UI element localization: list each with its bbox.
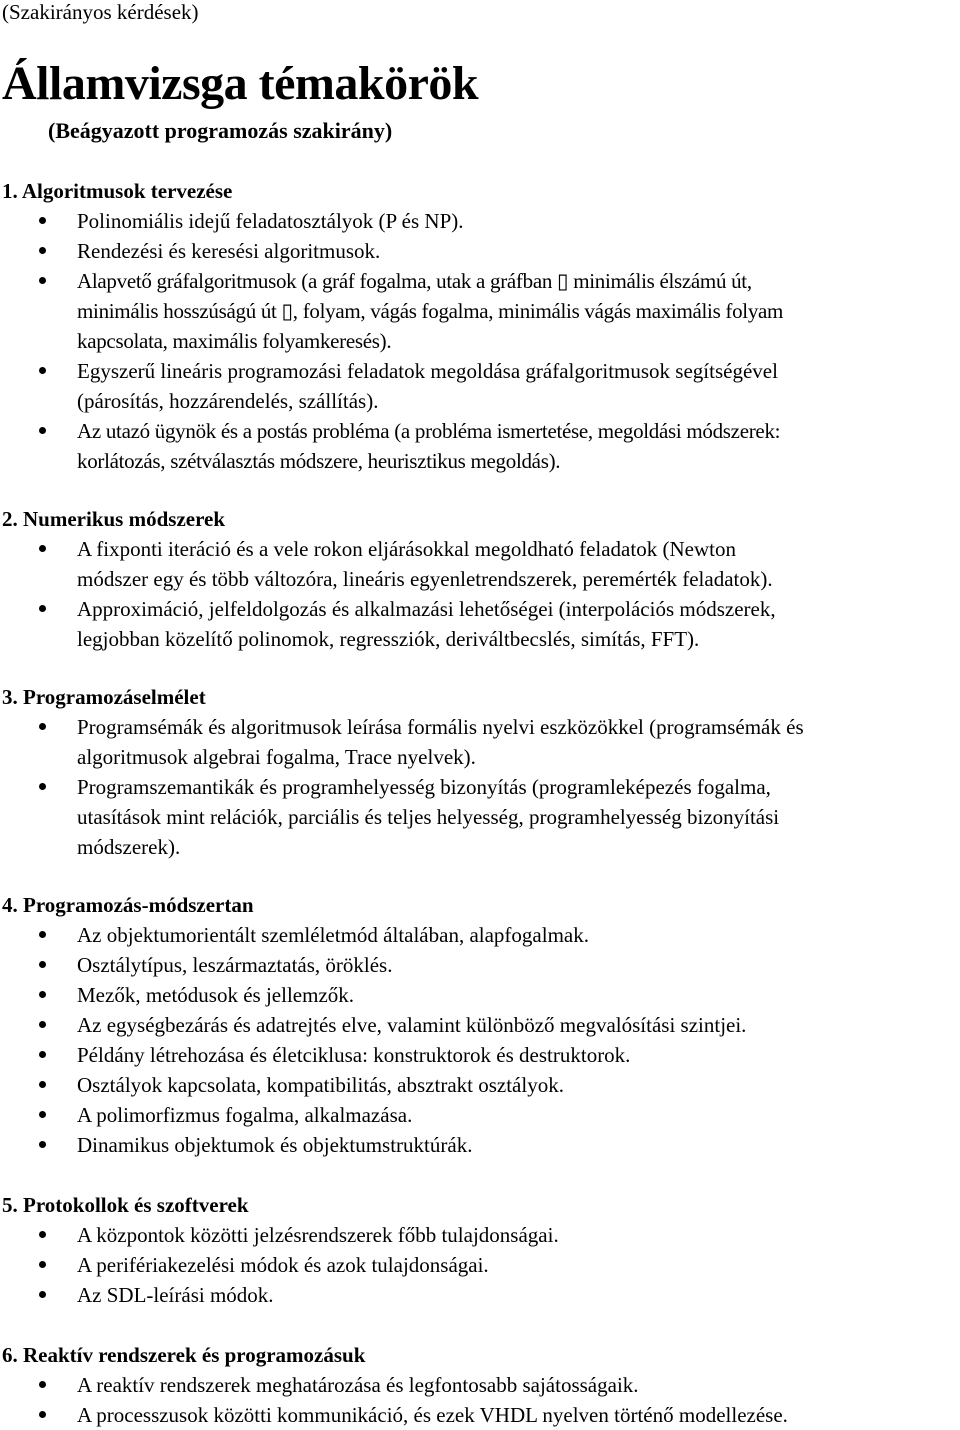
bullet-icon — [39, 277, 46, 284]
list-item — [0, 236, 960, 266]
bullet-icon — [39, 1081, 46, 1088]
list-item-text: Az SDL-leírási módok. — [77, 1283, 274, 1307]
list-item — [0, 416, 960, 476]
bullet-icon — [39, 1291, 46, 1298]
list-item-text: Alapvető gráfalgoritmusok (a gráf fogalma, utak a gráfban ▯ minimális élszámú út, minimális hosszúságú út ▯, folyam, vágás fogalma, minimális vágás maximális folyam kapcsolata, maximális folyamkeresés). — [77, 269, 784, 353]
bullet-icon — [39, 1411, 46, 1418]
list-item — [0, 266, 960, 356]
list-item-text: Programsémák és algoritmusok leírása formális nyelvi eszközökkel (programsémák és algoritmusok algebrai fogalma, Trace nyelvek). — [77, 715, 804, 769]
bullet-icon — [39, 1111, 46, 1118]
list-item-text: Osztályok kapcsolata, kompatibilitás, absztrakt osztályok. — [77, 1073, 564, 1097]
bullet-icon — [39, 247, 46, 254]
bullet-icon — [39, 605, 46, 612]
bullet-icon — [39, 217, 46, 224]
section-heading: 1. Algoritmusok tervezése — [2, 179, 233, 203]
list-item — [0, 950, 960, 980]
list-item-text: Polinomiális idejű feladatosztályok (P és NP). — [77, 209, 464, 233]
list-item — [0, 920, 960, 950]
bullet-icon — [39, 1021, 46, 1028]
list-item — [0, 1220, 960, 1250]
list-item — [0, 712, 960, 772]
section-heading: 2. Numerikus módszerek — [2, 507, 226, 531]
page-title: Államvizsga témakörök — [2, 57, 479, 110]
bullet-icon — [39, 1261, 46, 1268]
list-item-text: Programszemantikák és programhelyesség bizonyítás (programleképezés fogalma, utasítások mint relációk, parciális és teljes helyesség, programhelyesség bizonyítási módszerek). — [77, 775, 780, 859]
section-heading: 5. Protokollok és szoftverek — [2, 1193, 249, 1217]
topic-list — [0, 712, 960, 862]
topic-list — [0, 1220, 960, 1310]
bullet-icon — [39, 1381, 46, 1388]
list-item-text: Példány létrehozása és életciklusa: konstruktorok és destruktorok. — [77, 1043, 631, 1067]
list-item-text: Az egységbezárás és adatrejtés elve, valamint különböző megvalósítási szintjei. — [77, 1013, 747, 1037]
subject-type-label: (Szakirányos kérdések) — [2, 0, 199, 24]
list-item-text: A reaktív rendszerek meghatározása és legfontosabb sajátosságaik. — [77, 1373, 639, 1397]
bullet-icon — [39, 723, 46, 730]
bullet-icon — [39, 1051, 46, 1058]
list-item-text: Az utazó ügynök és a postás probléma (a probléma ismertetése, megoldási módszerek: korlátozás, szétválasztás módszere, heurisztikus megoldás). — [77, 419, 781, 473]
list-item-text: Rendezési és keresési algoritmusok. — [77, 239, 381, 263]
list-item-text: A központok közötti jelzésrendszerek főbb tulajdonságai. — [77, 1223, 559, 1247]
list-item-text: A fixponti iteráció és a vele rokon eljárásokkal megoldható feladatok (Newton módszer egy és több változóra, lineáris egyenletrendszerek, peremérték feladatok). — [77, 537, 773, 591]
list-item — [0, 534, 960, 594]
list-item-text: Egyszerű lineáris programozási feladatok megoldása gráfalgoritmusok segítségével (párosítás, hozzárendelés, szállítás). — [77, 359, 778, 413]
list-item — [0, 1250, 960, 1280]
bullet-icon — [39, 931, 46, 938]
list-item-text: Approximáció, jelfeldolgozás és alkalmazási lehetőségei (interpolációs módszerek, legjobban közelítő polinomok, regressziók, deriváltbecslés, simítás, FFT). — [77, 597, 776, 651]
bullet-icon — [39, 1141, 46, 1148]
bullet-icon — [39, 961, 46, 968]
list-item-text: A processzusok közötti kommunikáció, és ezek VHDL nyelven történő modellezése. — [77, 1403, 788, 1427]
list-item — [0, 594, 960, 654]
section-heading: 3. Programozáselmélet — [2, 685, 206, 709]
bullet-icon — [39, 367, 46, 374]
list-item-text: A polimorfizmus fogalma, alkalmazása. — [77, 1103, 413, 1127]
list-item — [0, 1370, 960, 1400]
list-item — [0, 1130, 960, 1160]
bullet-icon — [39, 545, 46, 552]
list-item — [0, 772, 960, 862]
list-item — [0, 980, 960, 1010]
list-item — [0, 1400, 960, 1430]
topic-list — [0, 534, 960, 654]
list-item — [0, 1010, 960, 1040]
bullet-icon — [39, 991, 46, 998]
bullet-icon — [39, 427, 46, 434]
list-item — [0, 356, 960, 416]
list-item — [0, 206, 960, 236]
topic-list — [0, 920, 960, 1160]
list-item-text: Az objektumorientált szemléletmód általában, alapfogalmak. — [77, 923, 589, 947]
list-item — [0, 1070, 960, 1100]
bullet-icon — [39, 1231, 46, 1238]
section-heading: 4. Programozás-módszertan — [2, 893, 254, 917]
section-heading: 6. Reaktív rendszerek és programozásuk — [2, 1343, 366, 1367]
bullet-icon — [39, 783, 46, 790]
list-item-text: Osztálytípus, leszármaztatás, öröklés. — [77, 953, 393, 977]
list-item — [0, 1280, 960, 1310]
topic-list — [0, 1370, 960, 1430]
list-item-text: A perifériakezelési módok és azok tulajdonságai. — [77, 1253, 489, 1277]
topic-list — [0, 206, 960, 476]
list-item — [0, 1040, 960, 1070]
list-item-text: Mezők, metódusok és jellemzők. — [77, 983, 355, 1007]
list-item — [0, 1100, 960, 1130]
list-item-text: Dinamikus objektumok és objektumstruktúrák. — [77, 1133, 473, 1157]
specialization-subtitle: (Beágyazott programozás szakirány) — [48, 118, 393, 143]
